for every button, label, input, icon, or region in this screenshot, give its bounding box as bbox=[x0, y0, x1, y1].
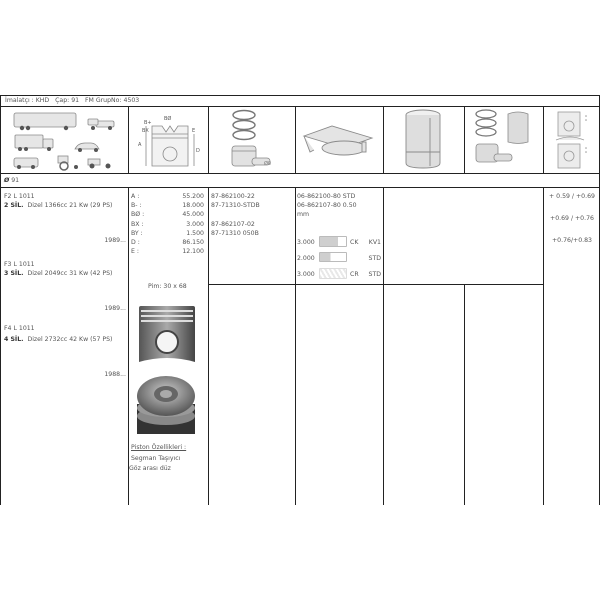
ring-spec: STD bbox=[368, 271, 381, 278]
col-divider bbox=[543, 106, 544, 173]
ring-thickness: 3.000 bbox=[297, 239, 315, 246]
dimension-row: BX : 3.000 bbox=[131, 220, 204, 228]
piston-kit-icon bbox=[470, 108, 538, 172]
piston-feature-item: Göz arası düz bbox=[129, 465, 171, 472]
kit-number: 06-862100-80 STD bbox=[297, 193, 356, 200]
dimensions-list bbox=[131, 193, 206, 257]
svg-text:B+: B+ bbox=[144, 120, 152, 126]
icons-bottom-border bbox=[0, 173, 600, 174]
pin-size: Pim: 30 x 68 bbox=[148, 283, 187, 290]
part-number bbox=[211, 211, 260, 220]
col-divider bbox=[208, 187, 209, 505]
piston-ring-set-icon bbox=[222, 108, 288, 172]
col-divider bbox=[295, 187, 296, 505]
kit-number-unit: mm bbox=[297, 211, 310, 219]
col-divider bbox=[128, 187, 129, 505]
piston-top-image bbox=[135, 374, 197, 436]
fm-group-label: FM GrupNo: 4503 bbox=[84, 97, 140, 104]
engine-spec: 2 SİL. Dizel 1366cc 21 Kw (29 PS) bbox=[4, 202, 113, 209]
col-divider bbox=[383, 106, 384, 173]
header-info bbox=[5, 97, 139, 105]
col-divider bbox=[543, 187, 544, 505]
engine-code: F4 L 1011 bbox=[4, 325, 35, 332]
svg-text:A: A bbox=[138, 142, 142, 148]
svg-text:BØ: BØ bbox=[164, 116, 172, 122]
kit-number: 06-862107-80 0.50 bbox=[297, 202, 357, 210]
part-number: 87-862107-02 bbox=[211, 220, 255, 228]
ring-part-numbers bbox=[211, 193, 260, 239]
piston-feature-item: Segman Taşıyıcı bbox=[131, 455, 181, 462]
piston-side-image bbox=[137, 304, 197, 366]
part-number: 87-71310 050B bbox=[211, 229, 259, 237]
col-divider bbox=[464, 106, 465, 173]
diameter-value: 91 bbox=[11, 177, 20, 184]
engine-year: 1989... bbox=[104, 305, 126, 312]
diameter-row-bottom-border bbox=[0, 187, 600, 188]
vehicle-types-icon bbox=[10, 110, 122, 170]
engine-year: 1989... bbox=[104, 237, 126, 244]
piston-oversize-icon bbox=[552, 110, 594, 170]
ring-compressor-icon bbox=[300, 118, 380, 164]
dimension-row: A : 55.200 bbox=[131, 193, 204, 200]
ring-cr-icon bbox=[319, 268, 347, 279]
svg-text:Ø0: Ø0 bbox=[264, 161, 272, 167]
diameter-label: Çap: 91 bbox=[55, 97, 80, 104]
diameter-row bbox=[4, 177, 19, 185]
ring-spec: STD bbox=[368, 255, 381, 262]
ring-thickness: 2.000 bbox=[297, 255, 315, 262]
oversize-value: + 0.59 / +0.69 bbox=[549, 193, 595, 200]
engine-spec: 3 SİL. Dizel 2049cc 31 Kw (42 PS) bbox=[4, 270, 113, 277]
ring-thickness: 3.000 bbox=[297, 271, 315, 278]
dimension-row: E : 12.100 bbox=[131, 248, 204, 256]
dimension-row: B- : 18.000 bbox=[131, 202, 204, 210]
dimension-row: D : 86.150 bbox=[131, 238, 204, 246]
ring-type: CK bbox=[350, 239, 359, 246]
ring-ck-icon bbox=[319, 236, 347, 247]
svg-text:E: E bbox=[192, 128, 196, 134]
engine-code: F3 L 1011 bbox=[4, 261, 35, 268]
col-divider bbox=[383, 187, 384, 505]
part-number: 87-71310-STDB bbox=[211, 202, 260, 210]
manufacturer-label: İmalatçı : KHD bbox=[5, 97, 50, 104]
part-number: 87-862100-22 bbox=[211, 193, 255, 200]
col-divider bbox=[295, 106, 296, 173]
dimension-row: BØ : 45.000 bbox=[131, 211, 204, 219]
parts-row-bottom-border bbox=[208, 284, 544, 285]
ring-spec: KV1 bbox=[368, 239, 381, 246]
oversize-value: +0.76/+0.83 bbox=[551, 237, 592, 244]
kit-part-numbers bbox=[297, 193, 357, 221]
engine-spec: 4 SİL. Dizel 2732cc 42 Kw (57 PS) bbox=[4, 336, 113, 343]
engine-year: 1988... bbox=[104, 371, 126, 378]
oversize-value: +0.69 / +0.76 bbox=[550, 215, 594, 222]
ring-std-icon bbox=[319, 252, 347, 262]
svg-text:BX: BX bbox=[142, 128, 149, 134]
piston-dimensions-diagram-icon bbox=[138, 114, 202, 170]
engine-code: F2 L 1011 bbox=[4, 193, 35, 200]
col-divider bbox=[464, 284, 465, 505]
col-divider bbox=[208, 106, 209, 173]
diameter-symbol-icon: Ø bbox=[4, 177, 10, 184]
left-border bbox=[0, 95, 1, 505]
piston-features-title: Piston Özellikleri : bbox=[131, 444, 187, 451]
cylinder-liner-icon bbox=[400, 108, 446, 172]
ring-type: CR bbox=[350, 271, 359, 278]
col-divider bbox=[128, 106, 129, 173]
svg-text:D: D bbox=[196, 148, 200, 154]
dimension-row: BY : 1.500 bbox=[131, 229, 204, 237]
